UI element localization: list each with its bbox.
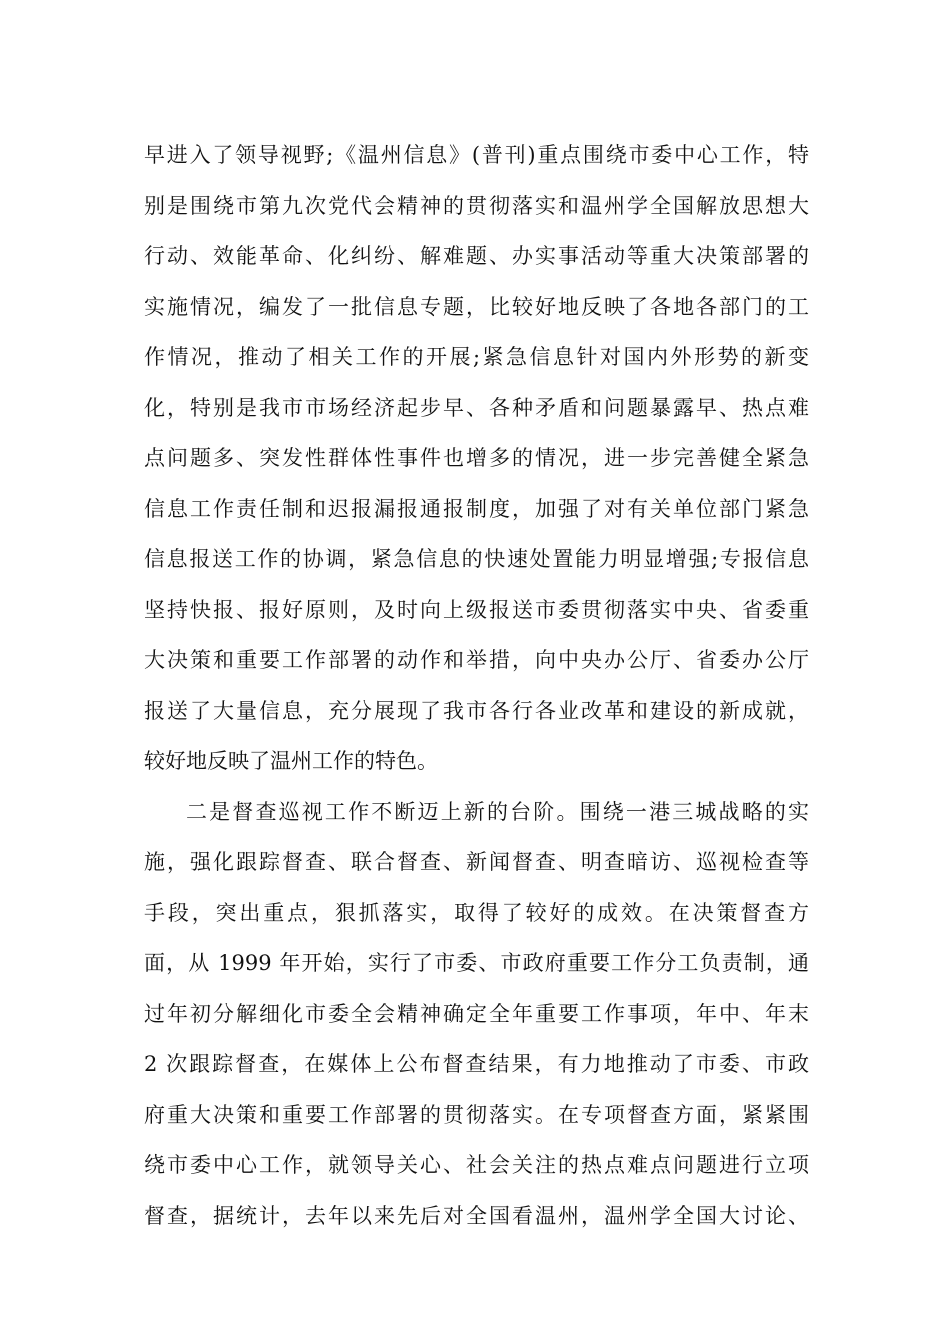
text-line: 实施情况，编发了一批信息专题，比较好地反映了各地各部门的工 — [144, 294, 809, 319]
text-line: 行动、效能革命、化纠纷、解难题、办实事活动等重大决策部署的 — [144, 244, 809, 268]
text-line: 施，强化跟踪督查、联合督查、新闻督查、明查暗访、巡视检查等 — [144, 850, 809, 874]
paragraph-1 — [144, 130, 809, 787]
text-line: 二是督查巡视工作不断迈上新的台阶。围绕一港三城战略的实 — [186, 799, 809, 824]
text-line: 府重大决策和重要工作部署的贯彻落实。在专项督查方面，紧紧围 — [144, 1102, 809, 1127]
text-line: 早进入了领导视野;《温州信息》(普刊)重点围绕市委中心工作，特 — [144, 143, 809, 167]
text-line: 面，从 1999 年开始，实行了市委、市政府重要工作分工负责制，通 — [144, 951, 809, 975]
text-line: 信息工作责任制和迟报漏报通报制度，加强了对有关单位部门紧急 — [144, 496, 809, 521]
text-line: 过年初分解细化市委全会精神确定全年重要工作事项，年中、年末 — [144, 1001, 809, 1026]
text-line: 督查，据统计，去年以来先后对全国看温州，温州学全国大讨论、 — [144, 1203, 809, 1228]
text-line: 绕市委中心工作，就领导关心、社会关注的热点难点问题进行立项 — [144, 1153, 809, 1177]
text-line: 别是围绕市第九次党代会精神的贯彻落实和温州学全国解放思想大 — [144, 193, 809, 218]
text-line: 点问题多、突发性群体性事件也增多的情况，进一步完善健全紧急 — [144, 446, 809, 470]
text-line: 作情况，推动了相关工作的开展;紧急信息针对国内外形势的新变 — [144, 345, 809, 369]
text-line: 坚持快报、报好原则，及时向上级报送市委贯彻落实中央、省委重 — [144, 597, 809, 622]
paragraph-2 — [144, 787, 809, 1242]
body-text — [144, 130, 809, 1241]
text-line: 信息报送工作的协调，紧急信息的快速处置能力明显增强;专报信息 — [144, 547, 809, 571]
text-line: 手段，突出重点，狠抓落实，取得了较好的成效。在决策督查方 — [144, 900, 809, 925]
text-line: 报送了大量信息，充分展现了我市各行各业改革和建设的新成就， — [144, 698, 809, 723]
text-line: 2 次跟踪督查，在媒体上公布督查结果，有力地推动了市委、市政 — [144, 1052, 809, 1076]
text-line: 大决策和重要工作部署的动作和举措，向中央办公厅、省委办公厅 — [144, 648, 809, 672]
text-line: 较好地反映了温州工作的特色。 — [144, 749, 438, 773]
text-line: 化，特别是我市市场经济起步早、各种矛盾和问题暴露早、热点难 — [144, 395, 809, 420]
